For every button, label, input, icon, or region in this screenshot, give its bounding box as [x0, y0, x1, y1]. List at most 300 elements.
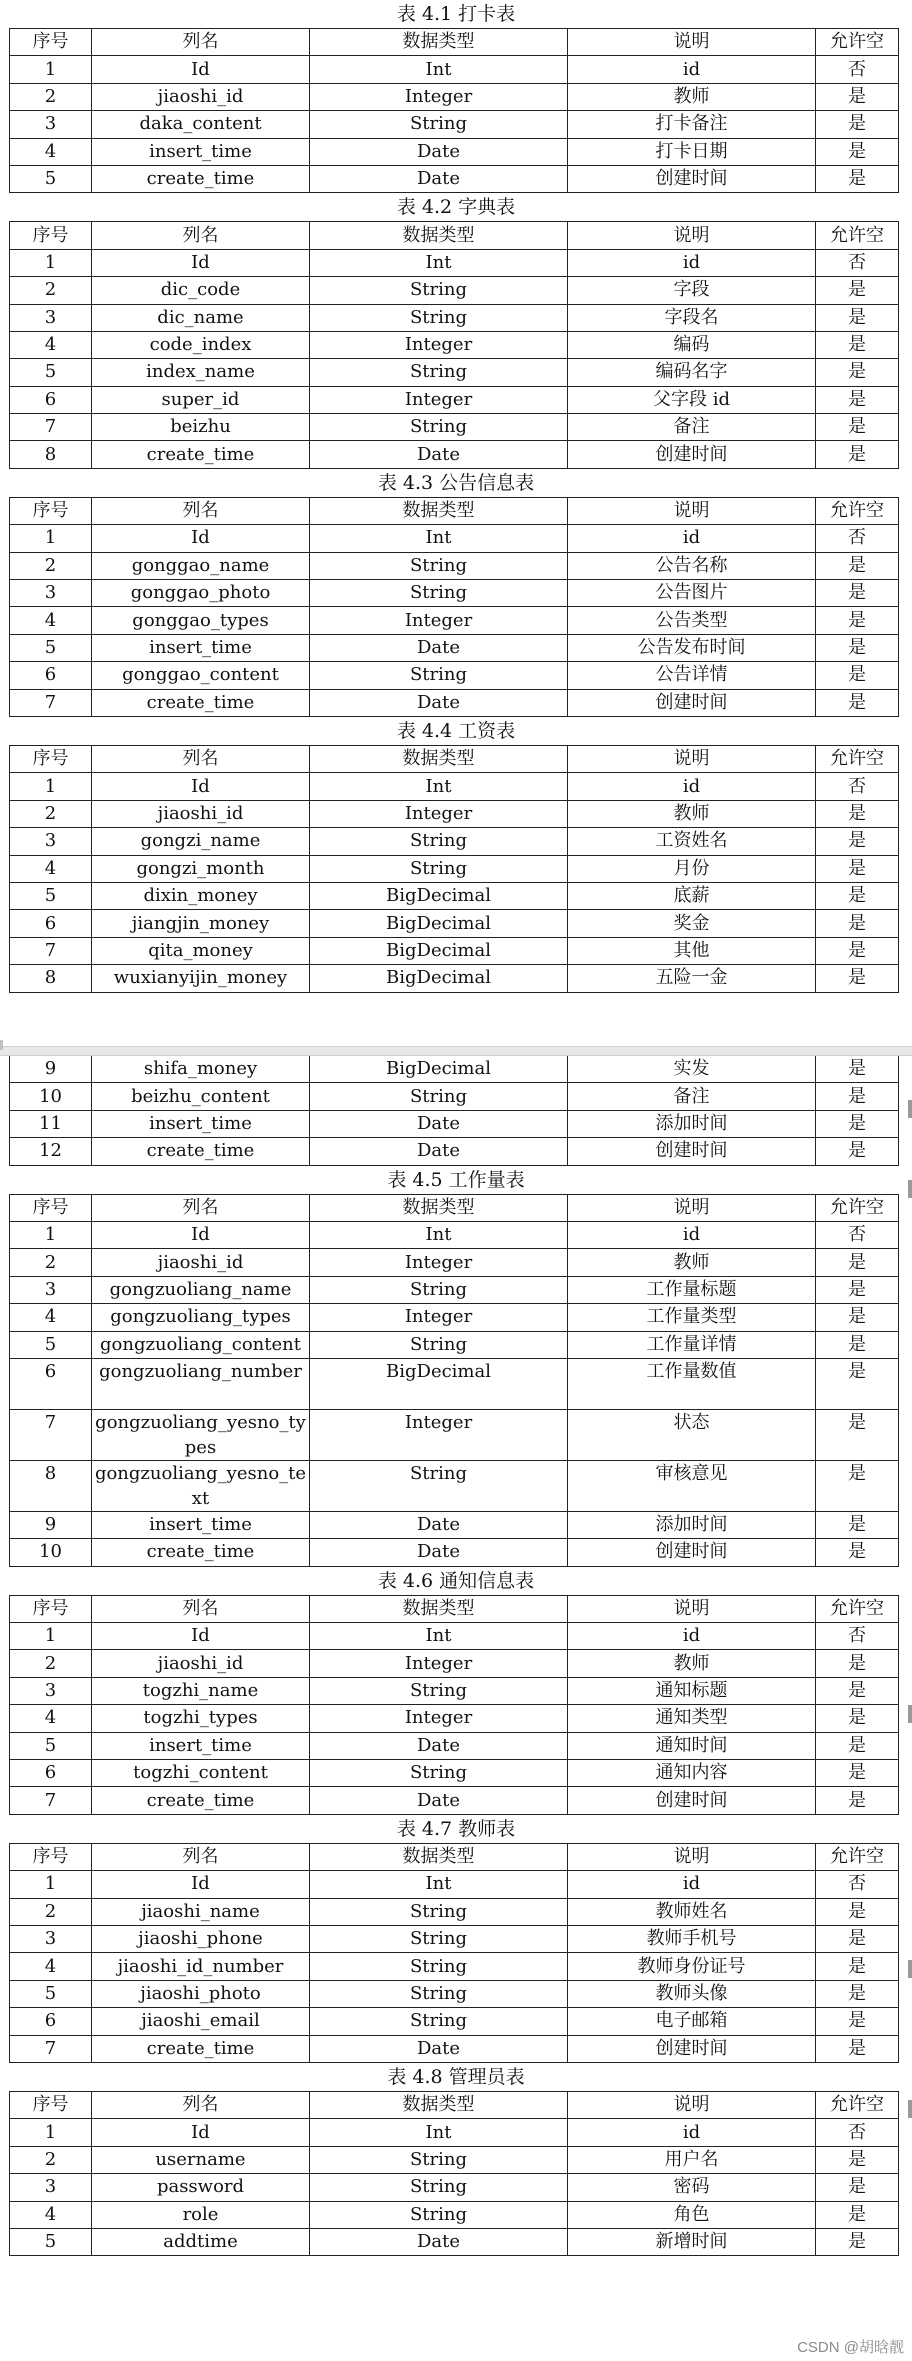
table-cell: 否 [816, 1623, 899, 1650]
column-header: 说明 [568, 222, 816, 249]
table-cell: 字段 [568, 277, 816, 304]
table-cell: Date [310, 165, 568, 192]
table-cell: shifa_money [92, 1056, 310, 1083]
table-cell: 是 [816, 1110, 899, 1137]
table-cell: 是 [816, 386, 899, 413]
table-cell: jiaoshi_id [92, 83, 310, 110]
table-row [10, 111, 899, 138]
table-cell: 9 [10, 1511, 92, 1538]
table-cell: 1 [10, 525, 92, 552]
table-cell: Integer [310, 331, 568, 358]
table-cell: 公告详情 [568, 662, 816, 689]
table-cell: 3 [10, 828, 92, 855]
table-cell: gongzuoliang_number [92, 1358, 310, 1409]
table-cell: BigDecimal [310, 910, 568, 937]
table-cell: 是 [816, 165, 899, 192]
column-header: 序号 [10, 1595, 92, 1622]
table-cell: 4 [10, 2201, 92, 2228]
table-cell: jiaoshi_id [92, 1650, 310, 1677]
table-cell: 工作量数值 [568, 1358, 816, 1409]
table-header-row [10, 29, 899, 56]
column-header: 序号 [10, 497, 92, 524]
table-cell: 创建时间 [568, 1539, 816, 1566]
table-cell: dixin_money [92, 882, 310, 909]
table-cell: create_time [92, 2035, 310, 2062]
table-cell: 3 [10, 304, 92, 331]
table-cell: 3 [10, 111, 92, 138]
table-cell: 5 [10, 634, 92, 661]
table-cell: 6 [10, 1760, 92, 1787]
table-cell: super_id [92, 386, 310, 413]
column-header: 数据类型 [310, 1843, 568, 1870]
table-row [10, 2008, 899, 2035]
table-row [10, 1083, 899, 1110]
table-row [10, 937, 899, 964]
table-cell: 编码名字 [568, 359, 816, 386]
table-cell: Integer [310, 1249, 568, 1276]
column-header: 允许空 [816, 2091, 899, 2118]
table-cell: 是 [816, 1138, 899, 1165]
column-header: 列名 [92, 1194, 310, 1221]
table-cell: create_time [92, 165, 310, 192]
table-cell: 月份 [568, 855, 816, 882]
table-cell: 编码 [568, 331, 816, 358]
column-header: 列名 [92, 222, 310, 249]
table-cell: gongzi_name [92, 828, 310, 855]
table-cell: jiaoshi_name [92, 1898, 310, 1925]
table-cell: 4 [10, 1953, 92, 1980]
table-cell: id [568, 1871, 816, 1898]
table-cell: String [310, 1083, 568, 1110]
table-row [10, 1409, 899, 1460]
table-cell: Date [310, 689, 568, 716]
table-cell: 否 [816, 2119, 899, 2146]
table-cell: gonggao_content [92, 662, 310, 689]
table-cell: Date [310, 1110, 568, 1137]
table-row [10, 773, 899, 800]
table-row [10, 965, 899, 992]
table-cell: 是 [816, 552, 899, 579]
schema-table [9, 745, 899, 993]
table-cell: 工作量标题 [568, 1276, 816, 1303]
table-cell: 公告发布时间 [568, 634, 816, 661]
table-row [10, 634, 899, 661]
column-header: 列名 [92, 2091, 310, 2118]
table-cell: 用户名 [568, 2146, 816, 2173]
table-cell: 12 [10, 1138, 92, 1165]
table-cell: insert_time [92, 138, 310, 165]
table-cell: Id [92, 1221, 310, 1248]
table-row [10, 882, 899, 909]
table-cell: 1 [10, 249, 92, 276]
table-row [10, 441, 899, 468]
table-cell: 五险一金 [568, 965, 816, 992]
table-cell: 6 [10, 1358, 92, 1409]
table-row [10, 2119, 899, 2146]
table-cell: 工作量类型 [568, 1304, 816, 1331]
table-cell: id [568, 773, 816, 800]
table-cell: 创建时间 [568, 2035, 816, 2062]
table-cell: 7 [10, 1787, 92, 1814]
table-cell: 是 [816, 1980, 899, 2007]
table-cell: 3 [10, 1925, 92, 1952]
table-cell: 是 [816, 1953, 899, 1980]
table-cell: 是 [816, 1331, 899, 1358]
table-row [10, 138, 899, 165]
page-break [0, 1046, 912, 1056]
table-cell: 密码 [568, 2174, 816, 2201]
table-cell: 是 [816, 1460, 899, 1511]
table-cell: dic_name [92, 304, 310, 331]
table-cell: 工作量详情 [568, 1331, 816, 1358]
table-cell: 是 [816, 1650, 899, 1677]
table-cell: Date [310, 1511, 568, 1538]
column-header: 列名 [92, 29, 310, 56]
table-cell: 公告类型 [568, 607, 816, 634]
scroll-edge-marker [908, 1100, 912, 1118]
table-header-row [10, 1194, 899, 1221]
table-cell: jiangjin_money [92, 910, 310, 937]
table-row [10, 2174, 899, 2201]
table-cell: 4 [10, 607, 92, 634]
table-cell: 2 [10, 2146, 92, 2173]
column-header: 数据类型 [310, 222, 568, 249]
column-header: 列名 [92, 1843, 310, 1870]
column-header: 序号 [10, 1843, 92, 1870]
table-cell: 是 [816, 331, 899, 358]
table-cell: 教师 [568, 1650, 816, 1677]
table-cell: 7 [10, 2035, 92, 2062]
table-cell: create_time [92, 1138, 310, 1165]
table-cell: 审核意见 [568, 1460, 816, 1511]
table-cell: 是 [816, 1925, 899, 1952]
table-row [10, 525, 899, 552]
table-cell: 是 [816, 2174, 899, 2201]
table-cell: Date [310, 1732, 568, 1759]
table-cell: 角色 [568, 2201, 816, 2228]
table-cell: 状态 [568, 1409, 816, 1460]
table-caption: 表 4.5 工作量表 [387, 1168, 525, 1191]
table-cell: 1 [10, 1221, 92, 1248]
table-cell: 7 [10, 937, 92, 964]
table-cell: Int [310, 249, 568, 276]
table-cell: String [310, 1925, 568, 1952]
table-cell: 是 [816, 414, 899, 441]
table-cell: 4 [10, 855, 92, 882]
table-cell: 是 [816, 662, 899, 689]
table-cell: Date [310, 138, 568, 165]
table-cell: beizhu_content [92, 1083, 310, 1110]
table-cell: gongzi_month [92, 855, 310, 882]
table-row [10, 662, 899, 689]
table-cell: jiaoshi_id [92, 1249, 310, 1276]
table-cell: 是 [816, 689, 899, 716]
column-header: 允许空 [816, 1194, 899, 1221]
table-cell: String [310, 1953, 568, 1980]
table-cell: 2 [10, 83, 92, 110]
table-cell: gongzuoliang_types [92, 1304, 310, 1331]
table-cell: Int [310, 2119, 568, 2146]
table-cell: 9 [10, 1056, 92, 1083]
table-cell: jiaoshi_phone [92, 1925, 310, 1952]
table-cell: 是 [816, 1409, 899, 1460]
table-row [10, 1056, 899, 1083]
table-cell: 3 [10, 2174, 92, 2201]
page-2 [0, 1045, 912, 2361]
table-row [10, 1925, 899, 1952]
table-cell: 是 [816, 1732, 899, 1759]
table-cell: 10 [10, 1539, 92, 1566]
table-row [10, 1138, 899, 1165]
table-cell: username [92, 2146, 310, 2173]
table-cell: 是 [816, 1539, 899, 1566]
table-row [10, 2228, 899, 2255]
table-cell: Id [92, 56, 310, 83]
table-cell: 通知时间 [568, 1732, 816, 1759]
table-cell: 通知标题 [568, 1677, 816, 1704]
column-header: 数据类型 [310, 29, 568, 56]
schema-table [9, 2091, 899, 2256]
table-cell: 8 [10, 441, 92, 468]
table-cell: 5 [10, 1331, 92, 1358]
scroll-edge-marker [908, 1960, 912, 1978]
table-cell: 否 [816, 773, 899, 800]
table-cell: Date [310, 1138, 568, 1165]
table-cell: qita_money [92, 937, 310, 964]
column-header: 说明 [568, 1843, 816, 1870]
table-row [10, 359, 899, 386]
table-cell: String [310, 359, 568, 386]
schema-table [9, 1843, 899, 2063]
table-cell: 3 [10, 1276, 92, 1303]
table-row [10, 2146, 899, 2173]
column-header: 允许空 [816, 745, 899, 772]
column-header: 列名 [92, 1595, 310, 1622]
table-row [10, 1331, 899, 1358]
column-header: 序号 [10, 2091, 92, 2118]
table-cell: 是 [816, 83, 899, 110]
column-header: 说明 [568, 497, 816, 524]
column-header: 数据类型 [310, 2091, 568, 2118]
table-row [10, 249, 899, 276]
column-header: 允许空 [816, 222, 899, 249]
column-header: 允许空 [816, 29, 899, 56]
table-cell: 4 [10, 331, 92, 358]
table-cell: 6 [10, 910, 92, 937]
scroll-edge-marker [908, 1705, 912, 1723]
table-cell: create_time [92, 1539, 310, 1566]
table-row [10, 1953, 899, 1980]
table-cell: 教师手机号 [568, 1925, 816, 1952]
table-row [10, 1650, 899, 1677]
table-cell: String [310, 662, 568, 689]
column-header: 说明 [568, 745, 816, 772]
table-cell: 2 [10, 552, 92, 579]
table-cell: 是 [816, 1511, 899, 1538]
table-row [10, 1358, 899, 1409]
table-cell: 备注 [568, 414, 816, 441]
table-header-row [10, 222, 899, 249]
table-cell: wuxianyijin_money [92, 965, 310, 992]
table-cell: 1 [10, 773, 92, 800]
column-header: 数据类型 [310, 1194, 568, 1221]
table-cell: create_time [92, 689, 310, 716]
table-cell: 是 [816, 1249, 899, 1276]
table-cell: 教师 [568, 83, 816, 110]
table-row [10, 277, 899, 304]
table-cell: Id [92, 773, 310, 800]
table-cell: 父字段 id [568, 386, 816, 413]
table-cell: insert_time [92, 1511, 310, 1538]
table-cell: create_time [92, 441, 310, 468]
table-row [10, 1249, 899, 1276]
table-cell: Id [92, 249, 310, 276]
table-cell: 是 [816, 2146, 899, 2173]
table-row [10, 386, 899, 413]
column-header: 说明 [568, 29, 816, 56]
table-cell: Integer [310, 1650, 568, 1677]
table-cell: String [310, 1760, 568, 1787]
table-cell: 是 [816, 2035, 899, 2062]
table-cell: 2 [10, 1249, 92, 1276]
table-cell: String [310, 552, 568, 579]
table-cell: Date [310, 1539, 568, 1566]
table-cell: 7 [10, 414, 92, 441]
table-row [10, 1787, 899, 1814]
table-cell: 7 [10, 1409, 92, 1460]
table-cell: 6 [10, 2008, 92, 2035]
table-cell: String [310, 304, 568, 331]
table-cell: Integer [310, 1409, 568, 1460]
table-cell: id [568, 1221, 816, 1248]
table-row [10, 83, 899, 110]
table-cell: 是 [816, 2228, 899, 2255]
column-header: 列名 [92, 745, 310, 772]
table-cell: id [568, 2119, 816, 2146]
table-cell: String [310, 580, 568, 607]
table-cell: 添加时间 [568, 1110, 816, 1137]
table-cell: 1 [10, 1623, 92, 1650]
table-cell: 10 [10, 1083, 92, 1110]
table-row [10, 689, 899, 716]
table-cell: 是 [816, 1677, 899, 1704]
table-cell: 5 [10, 2228, 92, 2255]
table-cell: 备注 [568, 1083, 816, 1110]
table-cell: Id [92, 1623, 310, 1650]
table-cell: Int [310, 1623, 568, 1650]
table-cell: 是 [816, 1787, 899, 1814]
table-cell: String [310, 1460, 568, 1511]
table-cell: Integer [310, 1304, 568, 1331]
table-row [10, 414, 899, 441]
table-cell: String [310, 2146, 568, 2173]
scroll-edge-marker [908, 1180, 912, 1198]
table-cell: 创建时间 [568, 1787, 816, 1814]
table-cell: Int [310, 1871, 568, 1898]
table-cell: 2 [10, 1898, 92, 1925]
table-cell: Date [310, 2035, 568, 2062]
table-cell: 3 [10, 1677, 92, 1704]
table-cell: 2 [10, 277, 92, 304]
table-cell: 添加时间 [568, 1511, 816, 1538]
table-cell: 3 [10, 580, 92, 607]
table-cell: 是 [816, 441, 899, 468]
table-cell: jiaoshi_id_number [92, 1953, 310, 1980]
table-row [10, 552, 899, 579]
table-cell: 2 [10, 1650, 92, 1677]
table-cell: Id [92, 2119, 310, 2146]
page-1 [0, 0, 912, 1045]
table-cell: 是 [816, 855, 899, 882]
table-cell: beizhu [92, 414, 310, 441]
table-cell: index_name [92, 359, 310, 386]
column-header: 数据类型 [310, 1595, 568, 1622]
table-cell: Integer [310, 607, 568, 634]
table-cell: 教师姓名 [568, 1898, 816, 1925]
table-cell: 教师身份证号 [568, 1953, 816, 1980]
table-cell: 是 [816, 1358, 899, 1409]
table-cell: 是 [816, 580, 899, 607]
table-row [10, 1304, 899, 1331]
table-row [10, 331, 899, 358]
table-cell: insert_time [92, 1110, 310, 1137]
table-cell: gonggao_types [92, 607, 310, 634]
table-cell: id [568, 56, 816, 83]
table-cell: jiaoshi_id [92, 800, 310, 827]
table-cell: Integer [310, 1705, 568, 1732]
table-caption: 表 4.2 字典表 [396, 196, 516, 219]
table-cell: password [92, 2174, 310, 2201]
table-cell: 否 [816, 249, 899, 276]
table-row [10, 1511, 899, 1538]
table-cell: gonggao_photo [92, 580, 310, 607]
table-cell: 5 [10, 882, 92, 909]
table-cell: 字段名 [568, 304, 816, 331]
table-cell: 是 [816, 111, 899, 138]
scroll-edge-marker [908, 2100, 912, 2118]
table-cell: BigDecimal [310, 1056, 568, 1083]
table-cell: 打卡日期 [568, 138, 816, 165]
table-cell: 6 [10, 662, 92, 689]
column-header: 序号 [10, 745, 92, 772]
column-header: 允许空 [816, 1595, 899, 1622]
table-row [10, 165, 899, 192]
table-cell: 是 [816, 965, 899, 992]
table-cell: 公告图片 [568, 580, 816, 607]
table-cell: daka_content [92, 111, 310, 138]
table-cell: String [310, 855, 568, 882]
table-cell: 底薪 [568, 882, 816, 909]
table-cell: 工资姓名 [568, 828, 816, 855]
table-cell: 5 [10, 165, 92, 192]
table-cell: 是 [816, 1304, 899, 1331]
table-row [10, 1677, 899, 1704]
table-cell: 是 [816, 2201, 899, 2228]
table-cell: 实发 [568, 1056, 816, 1083]
table-cell: gongzuoliang_content [92, 1331, 310, 1358]
table-cell: 4 [10, 1304, 92, 1331]
table-cell: 否 [816, 1871, 899, 1898]
table-cell: Date [310, 634, 568, 661]
table-cell: togzhi_name [92, 1677, 310, 1704]
table-cell: Id [92, 525, 310, 552]
table-cell: 1 [10, 1871, 92, 1898]
table-row [10, 1539, 899, 1566]
table-cell: 8 [10, 1460, 92, 1511]
table-cell: jiaoshi_photo [92, 1980, 310, 2007]
table-cell: 是 [816, 882, 899, 909]
table-row [10, 304, 899, 331]
